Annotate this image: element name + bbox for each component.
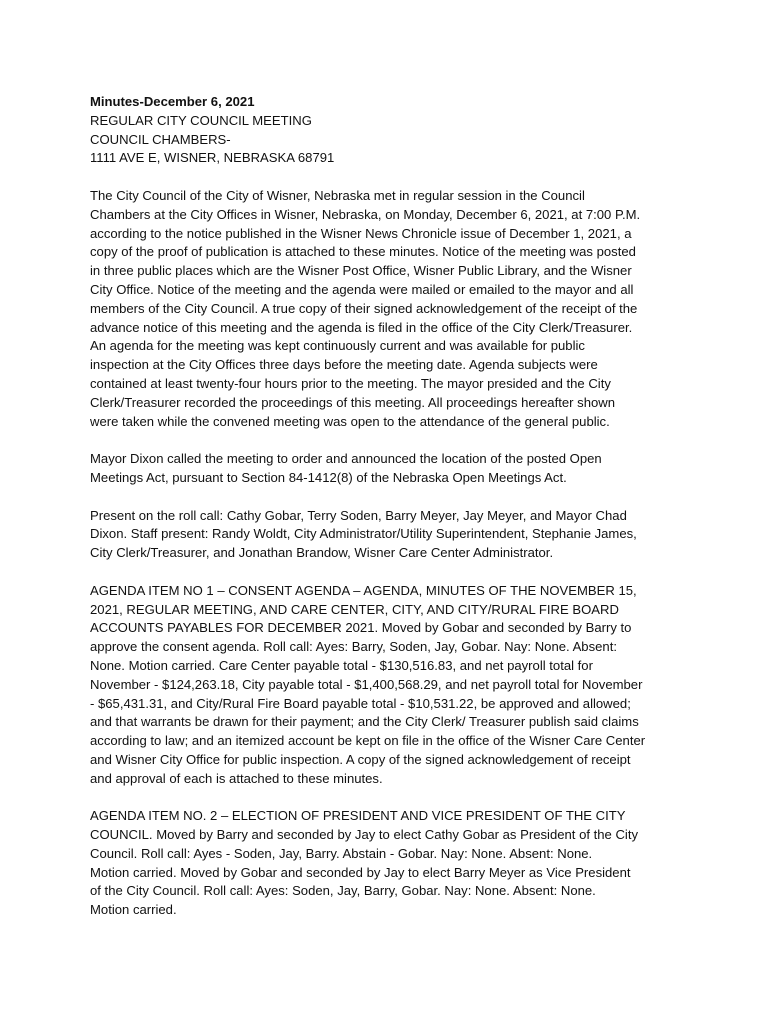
document-title: Minutes-December 6, 2021 [90,94,255,109]
text-line: Present on the roll call: Cathy Gobar, Terry Soden, Barry Meyer, Jay Meyer, and Mayor Chad [90,507,627,523]
text-line: Council. Roll call: Ayes - Soden, Jay, Barry. Abstain - Gobar. Nay: None. Absent: None. [90,845,593,861]
meeting-address: 1111 AVE E, WISNER, NEBRASKA 68791 [90,150,335,166]
text-line: advance notice of this meeting and the agenda is filed in the office of the City Clerk/Treasurer. [90,319,633,335]
minutes-header [90,93,686,168]
text-line: inspection at the City Offices three days before the meeting date. Agenda subjects were [90,357,598,373]
text-line: City Office. Notice of the meeting and the agenda were mailed or emailed to the mayor and all [90,281,634,297]
text-line: approve the consent agenda. Roll call: Ayes: Barry, Soden, Jay, Gobar. Nay: None. Absent: [90,639,617,655]
text-line: - $65,431.31, and City/Rural Fire Board payable total - $10,531.22, be approved and allowed; [90,695,631,711]
text-line: Motion carried. [90,902,177,918]
text-line: copy of the proof of publication is attached to these minutes. Notice of the meeting was posted [90,244,636,260]
text-line: The City Council of the City of Wisner, Nebraska met in regular session in the Council [90,187,585,203]
meeting-type: REGULAR CITY COUNCIL MEETING [90,112,312,128]
agenda-item-1-paragraph [90,582,686,789]
text-line: Dixon. Staff present: Randy Woldt, City Administrator/Utility Superintendent, Stephanie James, [90,526,637,542]
text-line: Mayor Dixon called the meeting to order and announced the location of the posted Open [90,451,602,467]
text-line: contained at least twenty-four hours prior to the meeting. The mayor presided and the City [90,375,611,391]
text-line: AGENDA ITEM NO. 2 – ELECTION OF PRESIDENT AND VICE PRESIDENT OF THE CITY [90,808,626,824]
text-line: ACCOUNTS PAYABLES FOR DECEMBER 2021. Moved by Gobar and seconded by Barry to [90,620,632,636]
text-line: were taken while the convened meeting was open to the attendance of the general public. [90,413,610,429]
text-line: City Clerk/Treasurer, and Jonathan Brandow, Wisner Care Center Administrator. [90,545,554,561]
text-line: according to the notice published in the Wisner News Chronicle issue of December 1, 2021, a [90,225,632,241]
text-line: None. Motion carried. Care Center payable total - $130,516.83, and net payroll total for [90,657,593,673]
text-line: Clerk/Treasurer recorded the proceedings of this meeting. All proceedings hereafter shown [90,394,615,410]
text-line: Chambers at the City Offices in Wisner, Nebraska, on Monday, December 6, 2021, at 7:00 P.M. [90,206,641,222]
text-line: Meetings Act, pursuant to Section 84-1412(8) of the Nebraska Open Meetings Act. [90,469,567,485]
text-line: 2021, REGULAR MEETING, AND CARE CENTER, CITY, AND CITY/RURAL FIRE BOARD [90,601,619,617]
text-line: members of the City Council. A true copy of their signed acknowledgement of the receipt of the [90,300,638,316]
minutes-content [90,93,686,939]
text-line: of the City Council. Roll call: Ayes: Soden, Jay, Barry, Gobar. Nay: None. Absent: None. [90,883,596,899]
text-line: according to law; and an itemized account be kept on file in the office of the Wisner Care Center [90,733,646,749]
roll-call-paragraph [90,507,686,563]
text-line: and approval of each is attached to these minutes. [90,770,383,786]
minutes-body [90,187,686,920]
text-line: in three public places which are the Wisner Post Office, Wisner Public Library, and the Wisner [90,263,632,279]
meeting-location-name: COUNCIL CHAMBERS- [90,131,231,147]
agenda-item-2-paragraph [90,807,686,920]
text-line: November - $124,263.18, City payable total - $1,400,568.29, and net payroll total for November [90,676,643,692]
opening-paragraph [90,187,686,431]
text-line: COUNCIL. Moved by Barry and seconded by Jay to elect Cathy Gobar as President of the City [90,827,639,843]
text-line: and Wisner City Office for public inspection. A copy of the signed acknowledgement of receipt [90,751,631,767]
text-line: An agenda for the meeting was kept continuously current and was available for public [90,338,585,354]
text-line: Motion carried. Moved by Gobar and seconded by Jay to elect Barry Meyer as Vice President [90,864,631,880]
call-to-order-paragraph [90,450,686,488]
text-line: AGENDA ITEM NO 1 – CONSENT AGENDA – AGENDA, MINUTES OF THE NOVEMBER 15, [90,582,637,598]
text-line: and that warrants be drawn for their payment; and the City Clerk/ Treasurer publish said claims [90,714,639,730]
